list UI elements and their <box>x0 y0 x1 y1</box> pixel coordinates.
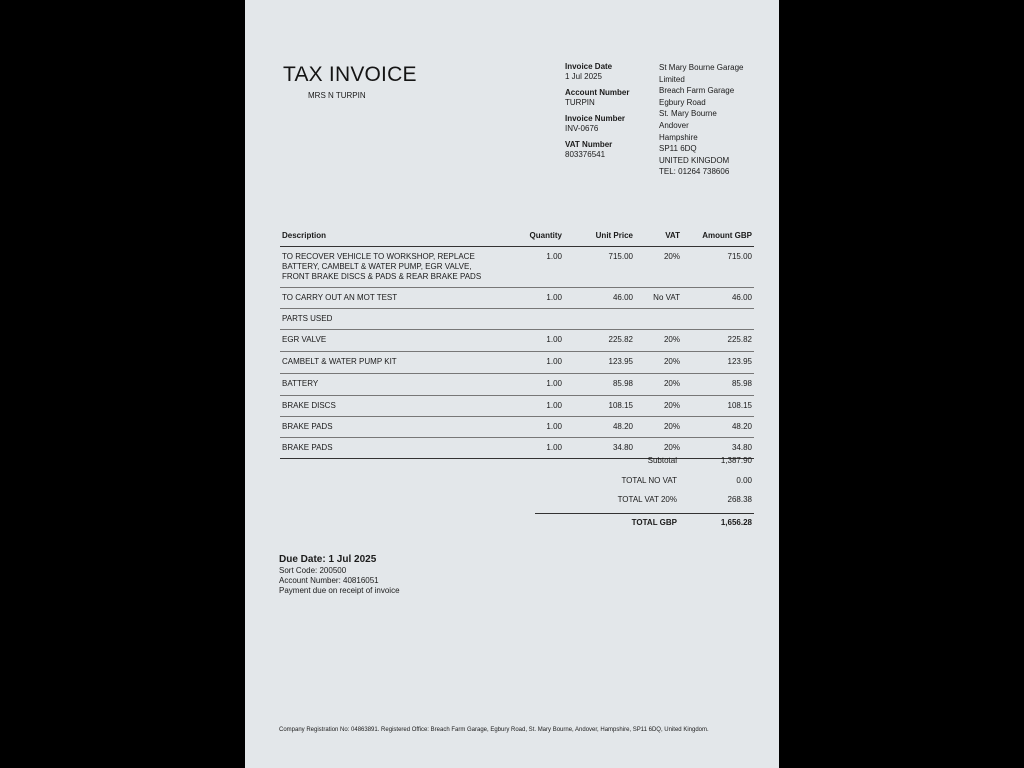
row-amount: 715.00 <box>727 252 752 261</box>
row-unit-price: 225.82 <box>608 335 633 344</box>
row-quantity: 1.00 <box>546 252 562 261</box>
row-unit-price: 85.98 <box>612 379 633 388</box>
table-row <box>280 330 754 352</box>
subtotal-row <box>535 452 754 472</box>
row-vat: 20% <box>663 422 680 431</box>
table-row <box>280 396 754 417</box>
row-description: TO CARRY OUT AN MOT TEST <box>282 293 398 302</box>
row-unit-price: 108.15 <box>608 401 633 410</box>
row-amount: 108.15 <box>727 401 752 410</box>
invoice-number: INV-0676 <box>565 124 599 133</box>
invoice-paper <box>245 0 779 768</box>
address-line: Hampshire <box>659 132 698 142</box>
row-quantity: 1.00 <box>546 443 562 452</box>
address-line: Egbury Road <box>659 97 706 107</box>
row-unit-price: 123.95 <box>608 357 633 366</box>
due-date: Due Date: 1 Jul 2025 <box>279 554 377 565</box>
row-description: BATTERY <box>282 379 319 388</box>
account-number: TURPIN <box>565 98 595 107</box>
row-quantity: 1.00 <box>546 357 562 366</box>
row-amount: 85.98 <box>731 379 752 388</box>
table-row <box>280 288 754 309</box>
table-row <box>280 417 754 438</box>
invoice-number-label: Invoice Number <box>565 114 626 123</box>
header-quantity: Quantity <box>529 231 562 240</box>
row-quantity: 1.00 <box>546 401 562 410</box>
table-row <box>280 247 754 288</box>
invoice-date-label: Invoice Date <box>565 62 613 71</box>
header-unit-price: Unit Price <box>595 231 633 240</box>
row-quantity: 1.00 <box>546 335 562 344</box>
row-quantity: 1.00 <box>546 422 562 431</box>
address-line: TEL: 01264 738606 <box>659 167 730 177</box>
no-vat-total-row <box>535 472 754 492</box>
row-amount: 46.00 <box>731 293 752 302</box>
customer-name: MRS N TURPIN <box>308 91 366 100</box>
row-unit-price: 48.20 <box>612 422 633 431</box>
no-vat-total-label: TOTAL NO VAT <box>621 475 677 485</box>
invoice-date: 1 Jul 2025 <box>565 72 602 81</box>
grand-total-row <box>535 514 754 534</box>
no-vat-total-value: 0.00 <box>736 475 752 485</box>
sort-code: Sort Code: 200500 <box>279 566 347 575</box>
address-line: Limited <box>659 74 685 84</box>
row-vat: 20% <box>663 335 680 344</box>
totals-block <box>535 452 754 533</box>
subtotal-label: Subtotal <box>647 456 677 465</box>
row-description: TO RECOVER VEHICLE TO WORKSHOP, REPLACE BATTERY, CAMBELT & WATER PUMP, EGR VALVE, FRONT BRAKE DISCS & PADS & REAR BRAKE PADS <box>282 252 482 281</box>
row-description: EGR VALVE <box>282 335 327 344</box>
vat-total-row <box>535 491 754 511</box>
address-line: Breach Farm Garage <box>659 86 735 96</box>
header-description: Description <box>282 231 327 240</box>
row-description: BRAKE PADS <box>282 443 333 452</box>
supplier-address <box>659 62 769 178</box>
grand-total-label: TOTAL GBP <box>631 517 677 527</box>
row-unit-price: 46.00 <box>612 293 633 302</box>
table-row <box>280 374 754 396</box>
row-vat: 20% <box>663 357 680 366</box>
row-vat: 20% <box>663 401 680 410</box>
table-row <box>280 352 754 374</box>
line-items-table <box>280 228 754 459</box>
address-line: UNITED KINGDOM <box>659 155 730 165</box>
row-vat: 20% <box>663 252 680 261</box>
account-number-label: Account Number <box>565 88 630 97</box>
company-registration-footer: Company Registration No: 04863891. Registered Office: Breach Farm Garage, Egbury Road, St. Mary Bourne, Andover, Hampshire, SP11 6DQ, United Kingdom. <box>279 727 709 733</box>
grand-total-value: 1,656.28 <box>720 517 752 527</box>
row-vat: 20% <box>663 379 680 388</box>
table-row <box>280 309 754 330</box>
row-amount: 225.82 <box>727 335 752 344</box>
row-description: BRAKE PADS <box>282 422 333 431</box>
payment-terms: Payment due on receipt of invoice <box>279 586 400 595</box>
header-amount: Amount GBP <box>702 231 752 240</box>
row-description: PARTS USED <box>282 314 333 323</box>
row-vat: No VAT <box>653 293 680 302</box>
row-amount: 34.80 <box>731 443 752 452</box>
subtotal-value: 1,387.90 <box>720 456 752 465</box>
header-vat: VAT <box>665 231 680 240</box>
row-amount: 48.20 <box>731 422 752 431</box>
vat-total-value: 268.38 <box>727 495 752 504</box>
address-line: Andover <box>659 120 689 130</box>
address-line: SP11 6DQ <box>659 144 697 154</box>
address-line: St. Mary Bourne <box>659 109 717 119</box>
vat-number-label: VAT Number <box>565 140 613 149</box>
row-unit-price: 715.00 <box>608 252 633 261</box>
address-line: St Mary Bourne Garage <box>659 63 744 72</box>
row-description: CAMBELT & WATER PUMP KIT <box>282 357 397 366</box>
vat-total-label: TOTAL VAT 20% <box>617 495 677 504</box>
row-quantity: 1.00 <box>546 293 562 302</box>
bank-account-number: Account Number: 40816051 <box>279 576 379 585</box>
row-description: BRAKE DISCS <box>282 401 336 410</box>
payment-details <box>279 553 400 596</box>
row-unit-price: 34.80 <box>612 443 633 452</box>
row-vat: 20% <box>663 443 680 452</box>
document-title: TAX INVOICE <box>283 63 417 86</box>
vat-number: 803376541 <box>565 150 606 159</box>
row-quantity: 1.00 <box>546 379 562 388</box>
invoice-meta <box>565 62 655 166</box>
table-header <box>280 228 754 247</box>
row-amount: 123.95 <box>727 357 752 366</box>
